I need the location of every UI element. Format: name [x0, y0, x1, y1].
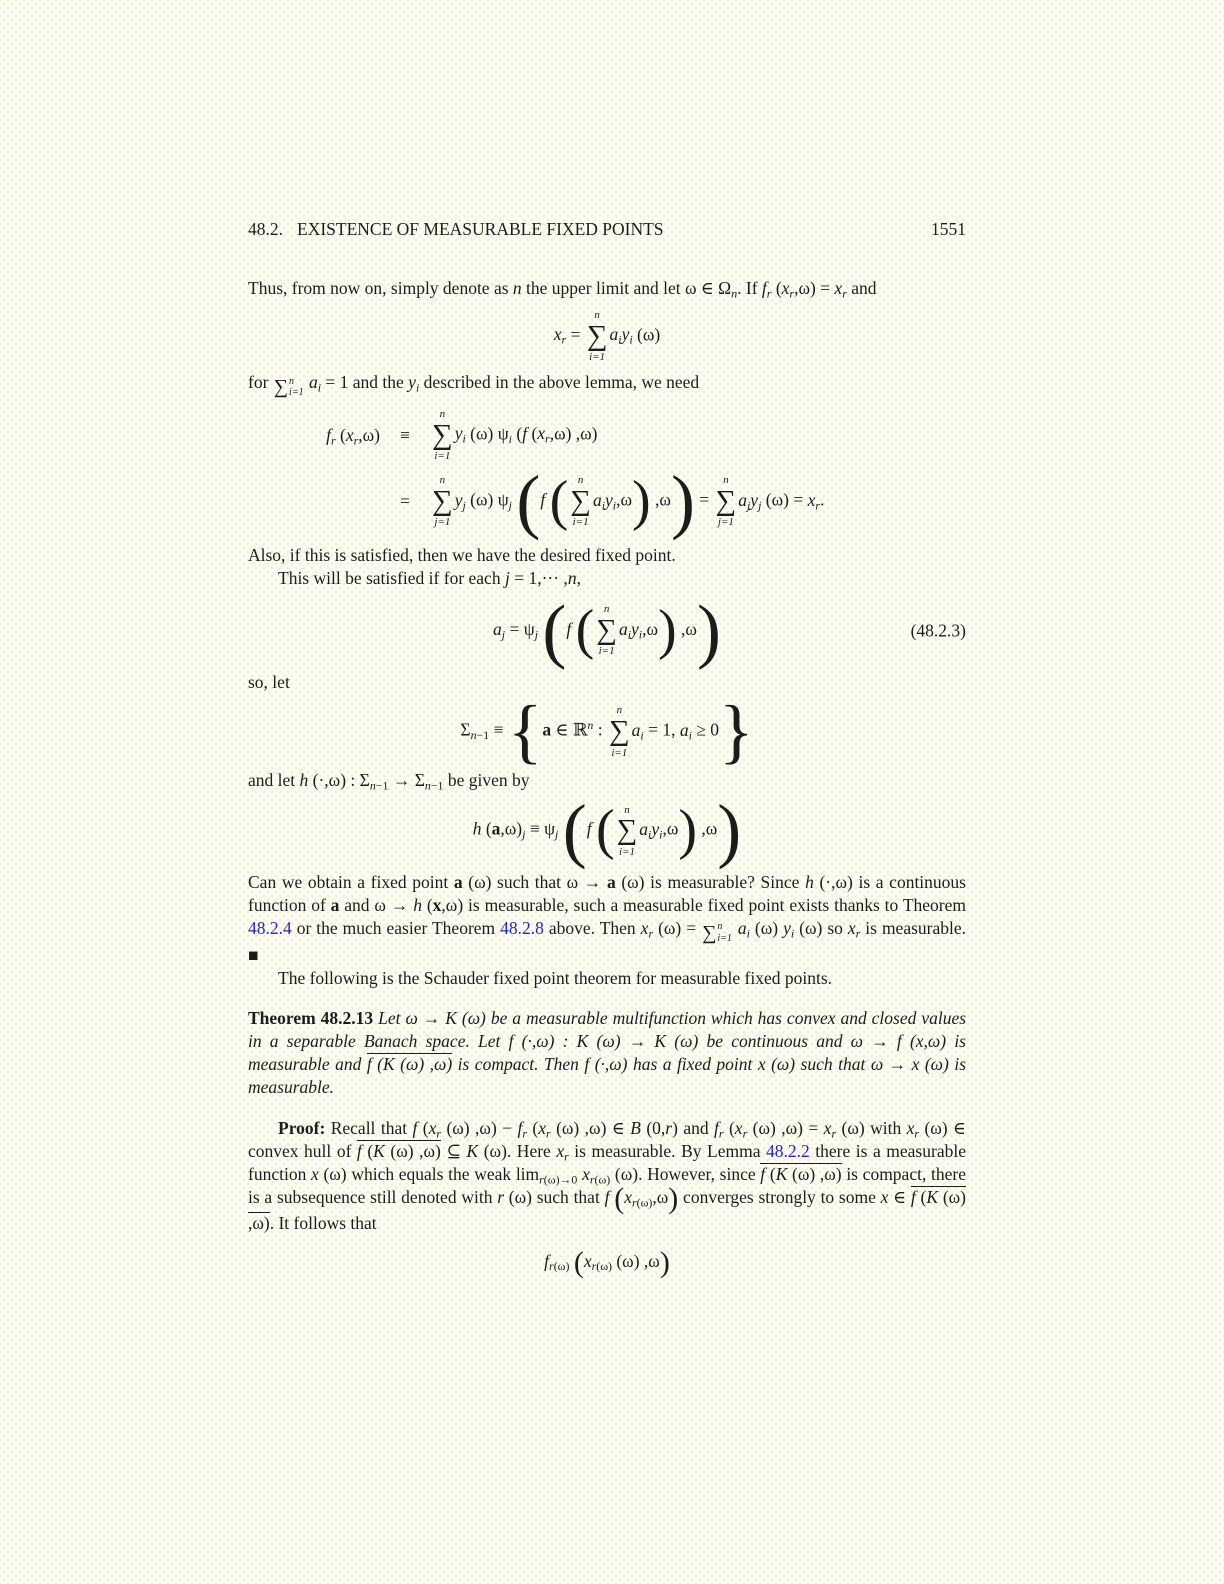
big-sum-operator: n ∑ j=1	[432, 474, 453, 529]
cross-reference-link[interactable]: 48.2.2	[766, 1140, 810, 1161]
equation-xr-sum: $x_r$ = n ∑ i=1 $a_iy_i$ (ω)	[553, 309, 661, 364]
stretched-delimiter: (	[542, 590, 567, 671]
paragraph-and-let-h: and let h (·,ω) : $\Sigma_{n-1} \to \Sigma_{n-1}$ be given by	[248, 770, 530, 793]
big-sum-operator: n ∑ j=1	[715, 474, 737, 529]
proof-paragraph	[248, 1117, 966, 1235]
equation-h-definition: h $(a,\omega)_j \equiv \psi_j$ (f ( n ∑ i=1 $a_iy_i,\omega$) ,ω)	[472, 790, 742, 871]
paragraph-for-sum: for ∑ n i=1 $a_i = 1$ and the $y_i$ described in the above lemma, we need	[248, 371, 700, 398]
theorem-48-2-13	[248, 1007, 966, 1099]
equation-final: $f_{r(\omega)}$ ($x_{r(\omega)}$ (ω) ,ω)	[544, 1245, 670, 1279]
stretched-delimiter: )	[632, 469, 651, 532]
big-sum-operator: n ∑ i=1	[570, 474, 591, 529]
equation-lhs: $f_r$ $(x_r,\omega)$	[326, 425, 380, 448]
equation-aligned-line1	[248, 408, 966, 463]
stretched-delimiter: )	[668, 1182, 679, 1216]
paragraph-schauder-intro: The following is the Schauder fixed point theorem for measurable fixed points.	[278, 967, 833, 988]
big-sum-operator: n ∑ i=1	[586, 309, 608, 364]
inline-sum-operator: ∑ n i=1	[273, 375, 304, 398]
paragraph-satisfied: This will be satisfied if for each j = 1,··· ,n,	[278, 568, 581, 589]
big-sum-operator: n ∑ i=1	[432, 408, 453, 463]
proof-label: Proof:	[278, 1117, 326, 1138]
stretched-delimiter: )	[717, 790, 742, 871]
equation-aligned-line2	[248, 460, 966, 541]
equation-number: (48.2.3)	[910, 619, 966, 640]
stretched-delimiter: (	[562, 790, 587, 871]
paragraph-intro: Thus, from now on, simply denote as n the upper limit and let ω ∈ $\Omega_n$. If $f_r$ $(x_r,\omega) = x_r$ and	[248, 278, 877, 301]
stretched-delimiter: (	[575, 598, 595, 661]
paragraph-so-let: so, let	[248, 672, 290, 693]
inline-sum-operator: ∑ n i=1	[702, 921, 732, 944]
big-sum-operator: n ∑ i=1	[608, 704, 630, 759]
equation-rhs: n ∑ i=1 $y_i$ (ω) $\psi_i$ (f $(x_r,\omega)$ ,ω)	[432, 408, 598, 463]
relation-symbol: =	[400, 491, 410, 512]
stretched-delimiter: (	[516, 460, 541, 541]
running-head-left	[248, 218, 664, 241]
equation-48-2-3	[248, 590, 966, 671]
section-title: EXISTENCE OF MEASURABLE FIXED POINTS	[297, 219, 664, 239]
cross-reference-link[interactable]: 48.2.8	[500, 917, 544, 938]
paragraph-fixed-point-question: Can we obtain a fixed point a (ω) such that ω → a (ω) is measurable? Since h (·,ω) is a continuous function of a and ω → h (x,ω) is measurable, such a measurable fixed point exists thanks to Theorem 48.2.4 or the much easier Theorem 48.2.8 above. Then $x_r$ (ω) = ∑ n i=1 $a_i$ (ω) $y_i$ (ω) so $x_r$ is measurable. ■	[248, 871, 966, 965]
equation-body: $a_j = \psi_j$ (f ( n ∑ i=1 $a_iy_i,\omega$) ,ω)	[493, 590, 721, 671]
stretched-delimiter: {	[507, 691, 543, 772]
proof-body: Recall that f ($x_r$ (ω) $,\omega) - f_r$ ($x_r$ (ω) ,ω) ∈ B (0,r) and $f_r$ ($x_r$ (ω) $,\omega) = x_r$ (ω) with $x_r$ (ω) ∈ convex hull of f (K (ω) ,ω) ⊆ K (ω). Here $x_r$ is measurable. By Lemma 48.2.2 there is a measurable function x (ω) which equals the weak $\lim_{r(\omega)\to 0} x_{r(\omega)}$ (ω). However, since f (K (ω) ,ω) is compact, there is a subsequence still denoted with r (ω) such that f $(x_{r(\omega)},\omega)$ converges strongly to some x ∈ f (K (ω) ,ω). It follows that	[248, 1117, 967, 1233]
page-content	[248, 0, 967, 1279]
cross-reference-link[interactable]: 48.2.4	[248, 917, 292, 938]
equation-aligned-fr	[248, 408, 966, 541]
section-number: 48.2.	[248, 219, 283, 239]
stretched-delimiter: )	[678, 799, 698, 862]
equation-rhs: n ∑ j=1 $y_j$ (ω) $\psi_j$ (f ( n ∑ i=1 $a_iy_i,\omega$) ,ω) = n ∑ j=1 $a_jy_j$ $(\omega) = x_r$.	[432, 460, 825, 541]
stretched-delimiter: )	[659, 1245, 670, 1279]
running-head	[248, 218, 966, 241]
equation-simplex-definition: $\Sigma_{n-1} \equiv \{a$ ∈ ℝ$^n$ : n ∑ i=1 $a_i = 1$, $a_i \ge 0$}	[460, 691, 754, 772]
big-sum-operator: n ∑ i=1	[596, 603, 617, 658]
stretched-delimiter: }	[719, 691, 754, 772]
relation-symbol: ≡	[400, 425, 410, 446]
stretched-delimiter: (	[549, 469, 569, 532]
stretched-delimiter: (	[573, 1245, 584, 1279]
paragraph-also: Also, if this is satisfied, then we have the desired fixed point.	[248, 545, 676, 566]
stretched-delimiter: (	[595, 799, 615, 862]
stretched-delimiter: (	[614, 1182, 625, 1216]
stretched-delimiter: )	[670, 460, 695, 541]
theorem-label: Theorem 48.2.13	[248, 1007, 374, 1028]
big-sum-operator: n ∑ i=1	[616, 803, 638, 858]
page-number: 1551	[931, 219, 966, 239]
stretched-delimiter: )	[658, 598, 677, 661]
theorem-body: Let ω → K (ω) be a measurable multifunction which has convex and closed values in a separable Banach space. Let f (·,ω) : K (ω) → K (ω) be continuous and ω → f (x,ω) is measurable and f (K (ω) ,ω) is compact. Then f (·,ω) has a fixed point x (ω) such that ω → x (ω) is measurable.	[248, 1007, 967, 1097]
stretched-delimiter: )	[696, 590, 721, 671]
